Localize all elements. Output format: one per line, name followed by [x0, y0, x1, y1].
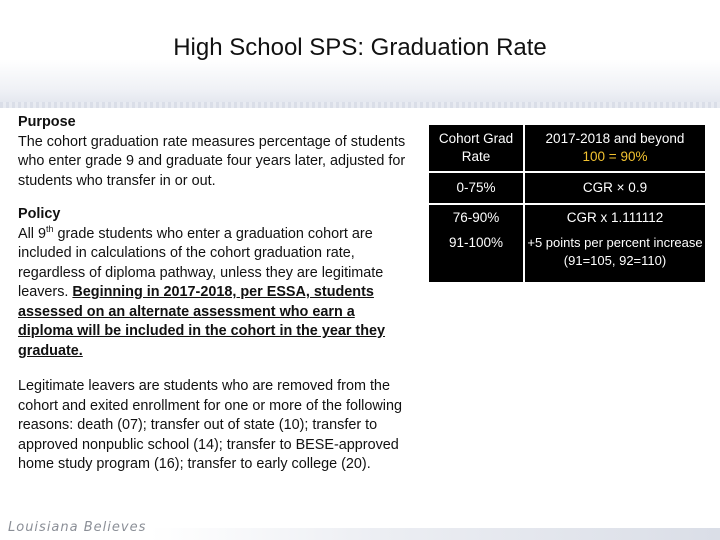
- purpose-heading: Purpose: [18, 114, 76, 130]
- left-column: [18, 113, 410, 475]
- policy-text-start: All 9: [18, 225, 46, 242]
- policy-superscript: th: [46, 223, 54, 234]
- row-range: 91-100%: [429, 231, 524, 282]
- header-col2-line1: 2017-2018 and beyond: [545, 131, 685, 146]
- footer-rule: [150, 528, 720, 540]
- policy-text: [18, 225, 410, 362]
- table-header-row: [429, 125, 705, 172]
- header-2017-2018: [524, 125, 705, 172]
- row-formula: CGR x 1.111112: [524, 204, 705, 231]
- policy-heading: Policy: [18, 206, 61, 222]
- purpose-text: The cohort graduation rate measures percentage of students who enter grade 9 and graduate four years later, adjusted for students who transfer in or out.: [18, 133, 406, 189]
- row-formula: +5 points per percent increase (91=105, 92=110): [524, 231, 705, 282]
- row-range: 76-90%: [429, 204, 524, 231]
- table-row: [429, 231, 705, 282]
- table-row: [429, 172, 705, 204]
- header-col2-line2: 100 = 90%: [582, 149, 648, 164]
- policy-underlined-note: Beginning in 2017-2018, per ESSA, students assessed on an alternate assessment who earn a diploma will be included in the cohort in the year they graduate.: [18, 284, 386, 359]
- legitimate-leavers-text: Legitimate leavers are students who are removed from the cohort and exited enrollment for one or more of the following reasons: death (07); transfer out of state (10); transfer to approved nonpublic school (14); transfer to BESE-approved home study program (16); transfer to early college (20).: [18, 378, 402, 472]
- louisiana-believes-logo: Louisiana Believes: [8, 520, 147, 535]
- row-formula: CGR × 0.9: [524, 172, 705, 204]
- table-row: [429, 204, 705, 231]
- header-cohort-grad-rate: Cohort Grad Rate: [429, 125, 524, 172]
- graduation-rate-table: [429, 125, 705, 282]
- policy-text-rest: grade students who enter a graduation cohort are included in calculations of the cohort graduation rate, regardless of diploma pathway, unless they are legitimate leavers.: [18, 225, 384, 300]
- row-range: 0-75%: [429, 172, 524, 204]
- slide-title: High School SPS: Graduation Rate: [173, 34, 547, 61]
